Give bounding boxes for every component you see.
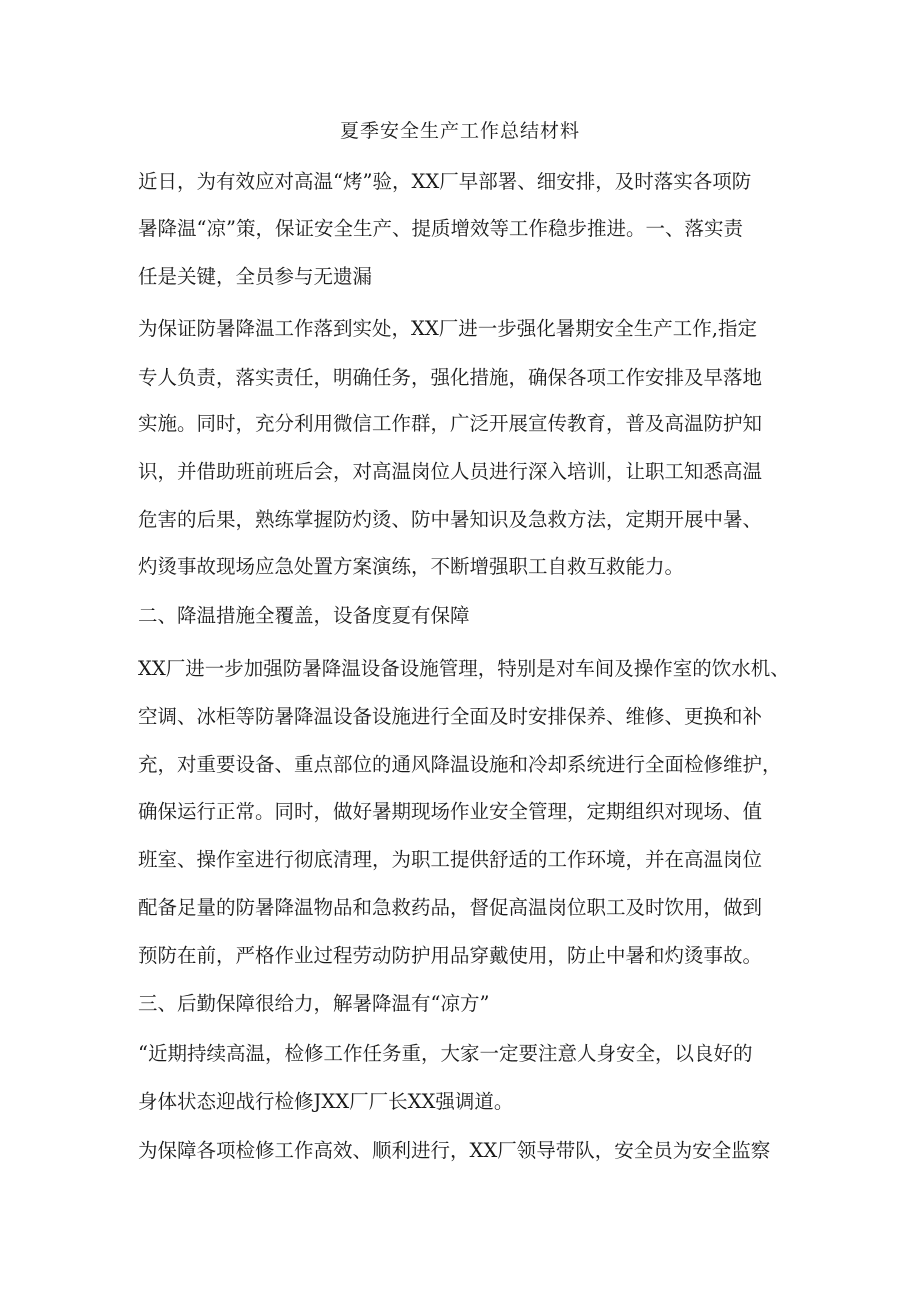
text-line: 任是关键，全员参与无遗漏	[138, 265, 373, 288]
text-line: 空调、冰柜等防暑降温设备设施进行全面及时安排保养、维修、更换和补	[138, 705, 763, 728]
text-line: 班室、操作室进行彻底清理，为职工提供舒适的工作环境，并在高温岗位	[138, 848, 763, 871]
section-heading: 三、后勤保障很给力，解暑降温有“凉方”	[138, 992, 490, 1015]
text-line: XX厂进一步加强防暑降温设备设施管理，特别是对车间及操作室的饮水机、	[138, 657, 790, 680]
text-line: 暑降温“凉”策，保证安全生产、提质增效等工作稳步推进。一、落实责	[138, 217, 743, 240]
text-line: 身体状态迎战行检修JXX厂厂长XX强调道。	[138, 1090, 514, 1113]
text-line: 近日，为有效应对高温“烤”验，XX厂早部署、细安排，及时落实各项防	[138, 170, 752, 193]
text-line: 识，并借助班前班后会，对高温岗位人员进行深入培训，让职工知悉高温	[138, 460, 763, 483]
text-line: 预防在前，严格作业过程劳动防护用品穿戴使用，防止中暑和灼烫事故。	[138, 944, 763, 967]
text-line: “近期持续高温，检修工作任务重，大家一定要注意人身安全，以良好的	[138, 1042, 753, 1065]
text-line: 为保证防暑降温工作落到实处，XX厂进一步强化暑期安全生产工作,指定	[138, 317, 757, 340]
text-line: 灼烫事故现场应急处置方案演练，不断增强职工自救互救能力。	[138, 555, 685, 578]
text-line: 专人负责，落实责任，明确任务，强化措施，确保各项工作安排及早落地	[138, 366, 763, 389]
text-line: 为保障各项检修工作高效、顺利进行，XX厂领导带队，安全员为安全监察	[138, 1139, 771, 1162]
text-line: 危害的后果，熟练掌握防灼烫、防中暑知识及急救方法，定期开展中暑、	[138, 508, 763, 531]
text-line: 配备足量的防暑降温物品和急救药品，督促高温岗位职工及时饮用，做到	[138, 896, 763, 919]
text-line: 实施。同时，充分利用微信工作群，广泛开展宣传教育，普及高温防护知	[138, 412, 763, 435]
section-heading: 二、降温措施全覆盖，设备度夏有保障	[138, 604, 470, 627]
text-line: 确保运行正常。同时，做好暑期现场作业安全管理，定期组织对现场、值	[138, 800, 763, 823]
text-line: 充，对重要设备、重点部位的通风降温设施和冷却系统进行全面检修维护，	[138, 753, 782, 776]
document-title: 夏季安全生产工作总结材料	[339, 120, 580, 142]
